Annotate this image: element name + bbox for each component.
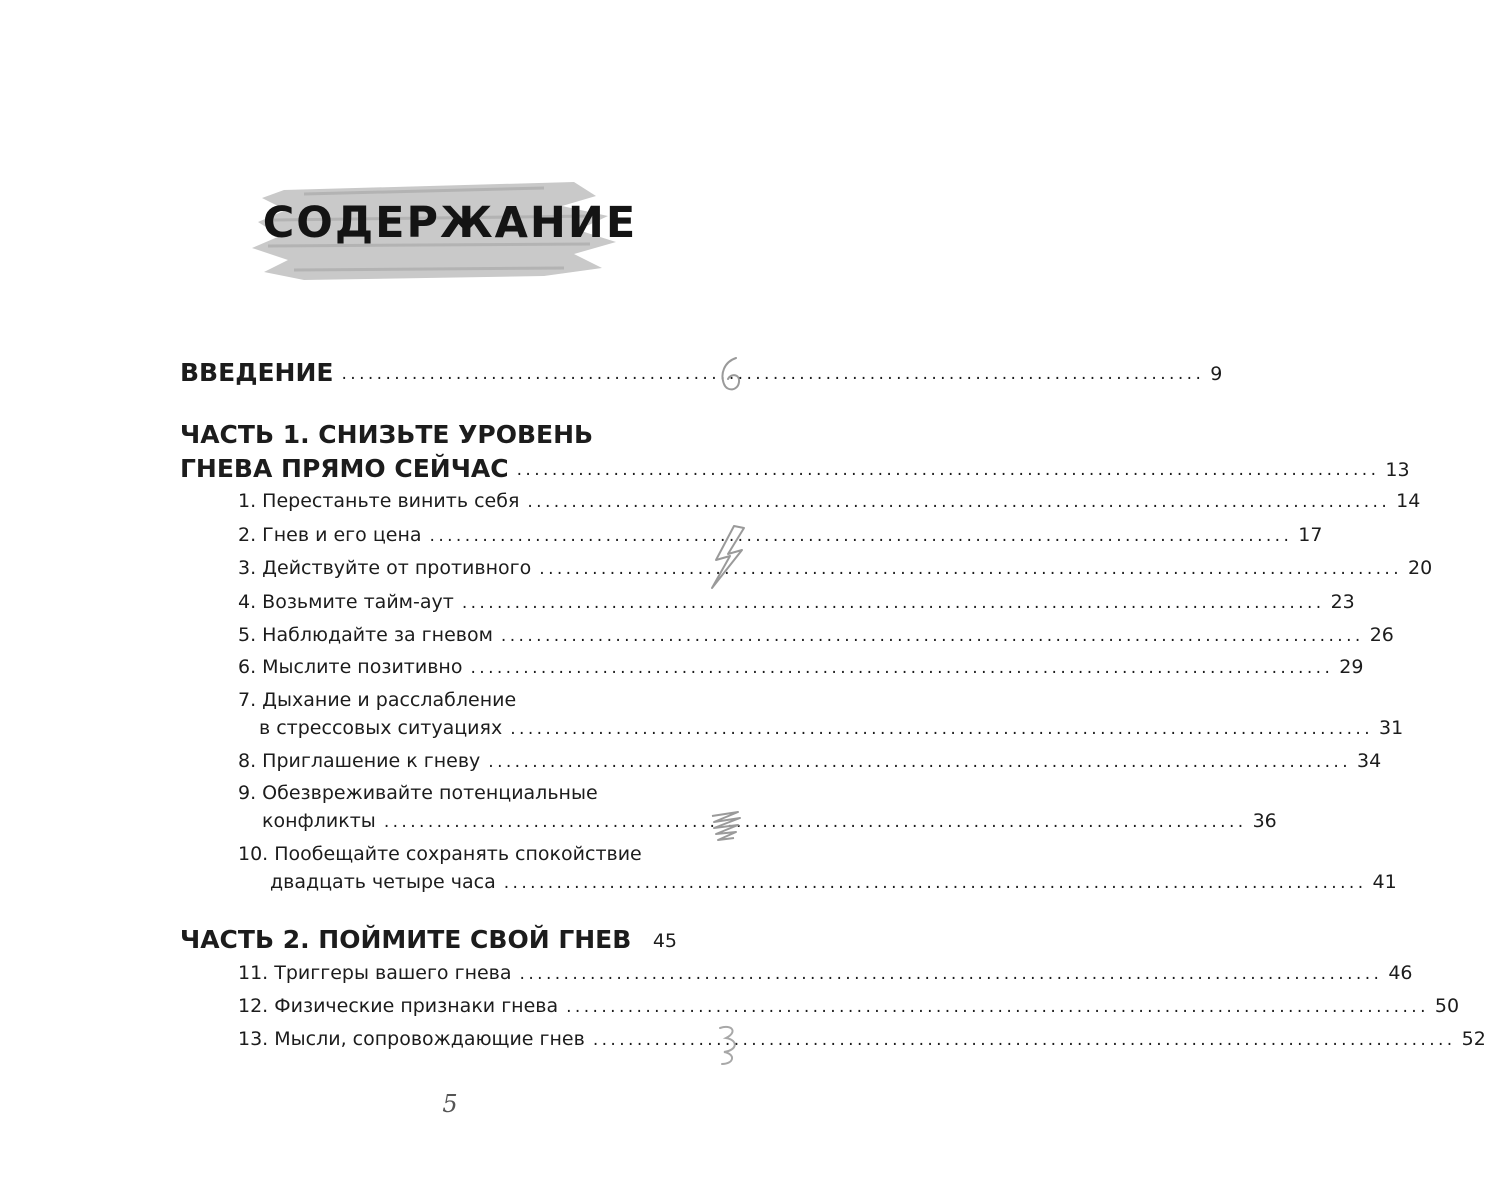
toc-entry-line1: 7. Дыхание и расслабление bbox=[238, 689, 517, 711]
toc-entry-page: 20 bbox=[1408, 557, 1433, 579]
toc-entry-chapter bbox=[238, 490, 1421, 512]
dot-leader: .................................................................................................. bbox=[539, 559, 1403, 579]
toc-entry-page: 34 bbox=[1357, 750, 1382, 772]
toc-entry-label: 3. Действуйте от противного bbox=[238, 557, 532, 579]
toc-entry-page: 29 bbox=[1339, 656, 1364, 678]
toc-entry-line1: 10. Пообещайте сохранять спокойствие bbox=[238, 843, 642, 865]
dot-leader: .................................................................................................. bbox=[503, 873, 1367, 893]
dot-leader: .................................................................................................. bbox=[461, 593, 1325, 613]
toc-entry-label: ЧАСТЬ 2. ПОЙМИТЕ СВОЙ ГНЕВ bbox=[180, 925, 632, 954]
toc-entry-label: ГНЕВА ПРЯМО СЕЙЧАС bbox=[180, 454, 509, 483]
dot-leader bbox=[639, 931, 641, 951]
toc-entry-chapter bbox=[238, 656, 1364, 678]
toc-entry-page: 46 bbox=[1388, 962, 1413, 984]
lightning-doodle-icon bbox=[704, 522, 748, 592]
toc-entry-intro bbox=[180, 358, 1223, 387]
dot-leader: .................................................................................................. bbox=[500, 626, 1364, 646]
toc-entry-chapter bbox=[238, 962, 1413, 984]
dot-leader: .................................................................................................. bbox=[527, 492, 1391, 512]
toc-entry-page: 45 bbox=[652, 930, 677, 952]
toc-entry-chapter bbox=[238, 810, 1277, 832]
toc-entry-label: 4. Возьмите тайм-аут bbox=[238, 591, 454, 613]
dot-leader: .................................................................................................. bbox=[516, 460, 1380, 480]
toc-entry-label: в стрессовых ситуациях bbox=[259, 717, 503, 739]
toc-entry-page: 23 bbox=[1330, 591, 1355, 613]
toc-entry-page: 17 bbox=[1298, 524, 1323, 546]
toc-entry-page: 14 bbox=[1396, 490, 1421, 512]
dot-leader: .................................................................................................. bbox=[592, 1030, 1456, 1050]
toc-entry-label: конфликты bbox=[262, 810, 376, 832]
toc-entry-label: двадцать четыре часа bbox=[270, 871, 496, 893]
toc-entry-chapter bbox=[238, 1028, 1486, 1050]
dot-leader: .................................................................................................. bbox=[470, 658, 1334, 678]
page-title: СОДЕРЖАНИЕ bbox=[262, 198, 638, 248]
toc-entry-label: 11. Триггеры вашего гнева bbox=[238, 962, 512, 984]
toc-entry-chapter bbox=[238, 624, 1394, 646]
toc-entry-part1 bbox=[180, 454, 1410, 483]
spiral-doodle-icon bbox=[716, 354, 746, 394]
toc-entry-chapter bbox=[238, 871, 1397, 893]
toc-entry-page: 31 bbox=[1379, 717, 1404, 739]
page-number: 5 bbox=[442, 1090, 458, 1118]
toc-entry-chapter bbox=[238, 750, 1382, 772]
part-heading-line1: ЧАСТЬ 1. СНИЗЬТЕ УРОВЕНЬ bbox=[180, 420, 594, 449]
toc-entry-label: ВВЕДЕНИЕ bbox=[180, 358, 334, 387]
toc-entry-page: 41 bbox=[1372, 871, 1397, 893]
toc-entry-chapter bbox=[238, 995, 1460, 1017]
dot-leader: .................................................................................................. bbox=[341, 364, 1205, 384]
squiggle-doodle-icon bbox=[714, 1022, 742, 1068]
dot-leader: .................................................................................................. bbox=[429, 526, 1293, 546]
dot-leader: .................................................................................................. bbox=[519, 964, 1383, 984]
dot-leader: .................................................................................................. bbox=[488, 752, 1352, 772]
toc-entry-chapter bbox=[238, 717, 1404, 739]
dot-leader: .................................................................................................. bbox=[383, 812, 1247, 832]
toc-entry-page: 9 bbox=[1210, 363, 1223, 385]
toc-entry-page: 13 bbox=[1385, 459, 1410, 481]
toc-entry-page: 36 bbox=[1252, 810, 1277, 832]
toc-entry-line1: 9. Обезвреживайте потенциальные bbox=[238, 782, 598, 804]
toc-entry-part2 bbox=[180, 925, 677, 954]
toc-entry-label: 2. Гнев и его цена bbox=[238, 524, 422, 546]
toc-entry-label: 8. Приглашение к гневу bbox=[238, 750, 481, 772]
toc-entry-label: 1. Перестаньте винить себя bbox=[238, 490, 520, 512]
toc-entry-chapter bbox=[238, 557, 1433, 579]
toc-entry-label: 13. Мысли, сопровождающие гнев bbox=[238, 1028, 585, 1050]
toc-entry-chapter bbox=[238, 524, 1323, 546]
toc-entry-label: 12. Физические признаки гнева bbox=[238, 995, 559, 1017]
toc-entry-label: 5. Наблюдайте за гневом bbox=[238, 624, 493, 646]
toc-entry-label: 6. Мыслите позитивно bbox=[238, 656, 463, 678]
toc-entry-page: 52 bbox=[1461, 1028, 1486, 1050]
dot-leader: .................................................................................................. bbox=[510, 719, 1373, 739]
toc-entry-page: 26 bbox=[1369, 624, 1394, 646]
toc-entry-page: 50 bbox=[1434, 995, 1460, 1017]
scribble-doodle-icon bbox=[708, 808, 744, 844]
toc-entry-chapter bbox=[238, 591, 1355, 613]
dot-leader: .................................................................................................. bbox=[566, 997, 1429, 1017]
